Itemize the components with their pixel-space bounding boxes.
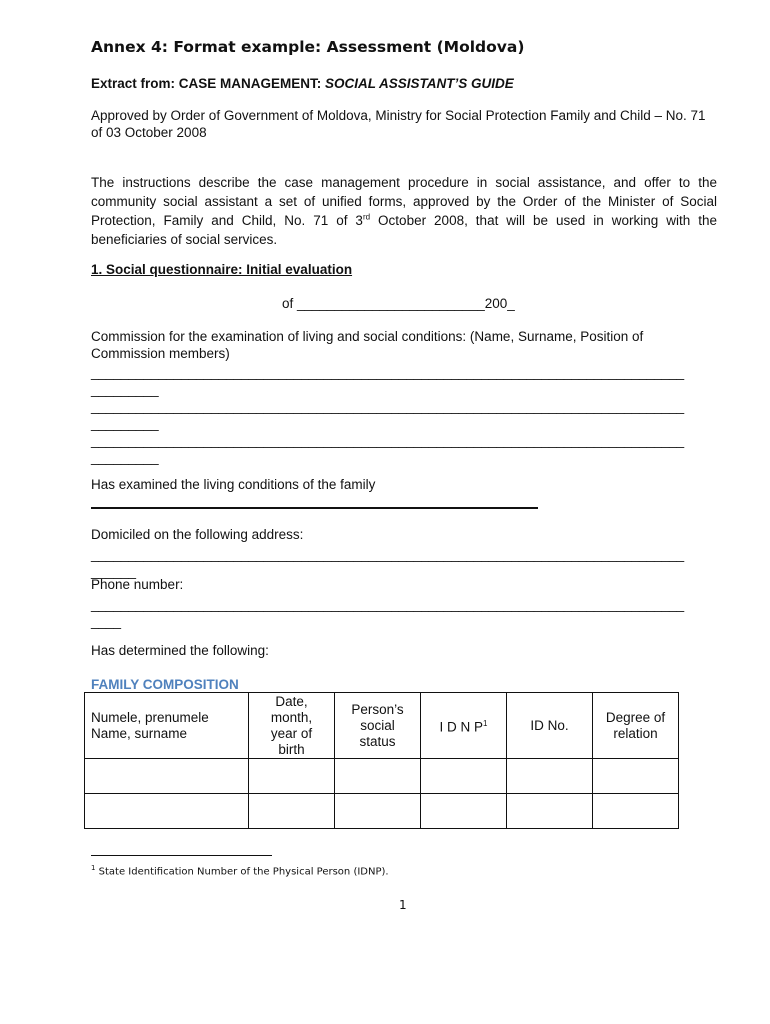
header-social-status-line: social [360, 717, 395, 733]
commission-blank-line-3: _______________________________________________________________________________ [91, 433, 685, 448]
header-birth-date-line: Date, [275, 693, 308, 709]
commission-blank-short-3: _________ [91, 450, 159, 465]
determined-label: Has determined the following: [91, 643, 269, 658]
address-label: Domiciled on the following address: [91, 527, 304, 542]
table-cell[interactable] [593, 794, 679, 829]
table-cell[interactable] [335, 794, 421, 829]
address-blank-line: _______________________________________________________________________________ [91, 547, 685, 562]
table-cell[interactable] [507, 759, 593, 794]
intro-text-2: October 2008, that will be used in working with the beneficiaries of social services. [91, 213, 717, 247]
table-cell[interactable] [421, 759, 507, 794]
header-id-no-text: ID No. [530, 717, 569, 733]
commission-blank-short-2: _________ [91, 416, 159, 431]
footnote [91, 864, 389, 877]
header-birth-date-line: month, [270, 709, 313, 725]
phone-label: Phone number: [91, 577, 184, 592]
header-birth-date-line: year of [270, 725, 313, 741]
approval-paragraph: Approved by Order of Government of Moldova, Ministry for Social Protection Family and Child – No. 71 of 03 October 2008 [91, 108, 706, 140]
footnote-mark: 1 [91, 864, 96, 872]
phone-blank-short: ____ [91, 614, 122, 629]
address-blank-short: ______ [91, 564, 137, 579]
table-cell[interactable] [421, 794, 507, 829]
family-composition-table [84, 692, 679, 829]
table-row [85, 794, 679, 829]
header-name [85, 693, 249, 759]
living-conditions-line [91, 507, 538, 509]
header-social-status-line: Person’s [351, 701, 404, 717]
table-cell[interactable] [85, 794, 249, 829]
table-cell[interactable] [593, 759, 679, 794]
header-degree-line: Degree of [605, 709, 666, 725]
intro-paragraph [91, 173, 717, 249]
header-social-status-line: status [359, 733, 396, 749]
footnote-text: State Identification Number of the Physical Person (IDNP). [95, 866, 389, 878]
page-title: Annex 4: Format example: Assessment (Moldova) [91, 38, 525, 56]
extract-line [91, 76, 514, 91]
page-number: 1 [399, 898, 407, 912]
header-social-status [335, 693, 421, 759]
date-field-line: of _________________________200_ [282, 296, 515, 311]
header-birth-date [249, 693, 335, 759]
header-id-no [507, 693, 593, 759]
extract-guide-title: SOCIAL ASSISTANT’S GUIDE [325, 76, 514, 91]
header-degree-relation [593, 693, 679, 759]
commission-blank-line-1: _______________________________________________________________________________ [91, 365, 685, 380]
header-birth-date-line: birth [278, 741, 305, 757]
header-idnp-text: I D N P [439, 719, 484, 735]
commission-label: Commission for the examination of living and social conditions: (Name, Surname, Position of Commission members) [91, 329, 644, 361]
table-cell[interactable] [335, 759, 421, 794]
extract-prefix: Extract from: CASE MANAGEMENT: [91, 76, 326, 91]
header-idnp [421, 693, 507, 759]
family-composition-heading: FAMILY COMPOSITION [91, 677, 239, 692]
footnote-separator [91, 855, 272, 856]
intro-text-1: The instructions describe the case management procedure in social assistance, and offer to the community social assistant a set of unified forms, approved by the Order of the Minister of Social Protection, Family and Child, No. 71 of 3 [91, 175, 717, 228]
living-conditions-label: Has examined the living conditions of the family [91, 477, 376, 492]
table-header-row [85, 693, 679, 759]
section-heading: 1. Social questionnaire: Initial evaluation [91, 262, 353, 277]
header-idnp-footnote-mark: 1 [483, 718, 488, 728]
table-cell[interactable] [507, 794, 593, 829]
table-row [85, 759, 679, 794]
phone-blank-line: _______________________________________________________________________________ [91, 597, 685, 612]
intro-superscript: rd [362, 212, 371, 222]
table-cell[interactable] [249, 759, 335, 794]
commission-blank-line-2: _______________________________________________________________________________ [91, 399, 685, 414]
table-cell[interactable] [85, 759, 249, 794]
table-cell[interactable] [249, 794, 335, 829]
commission-blank-short-1: _________ [91, 382, 159, 397]
header-degree-line: relation [613, 725, 658, 741]
header-name-en: Name, surname [91, 725, 188, 741]
header-name-ro: Numele, prenumele [91, 709, 209, 725]
